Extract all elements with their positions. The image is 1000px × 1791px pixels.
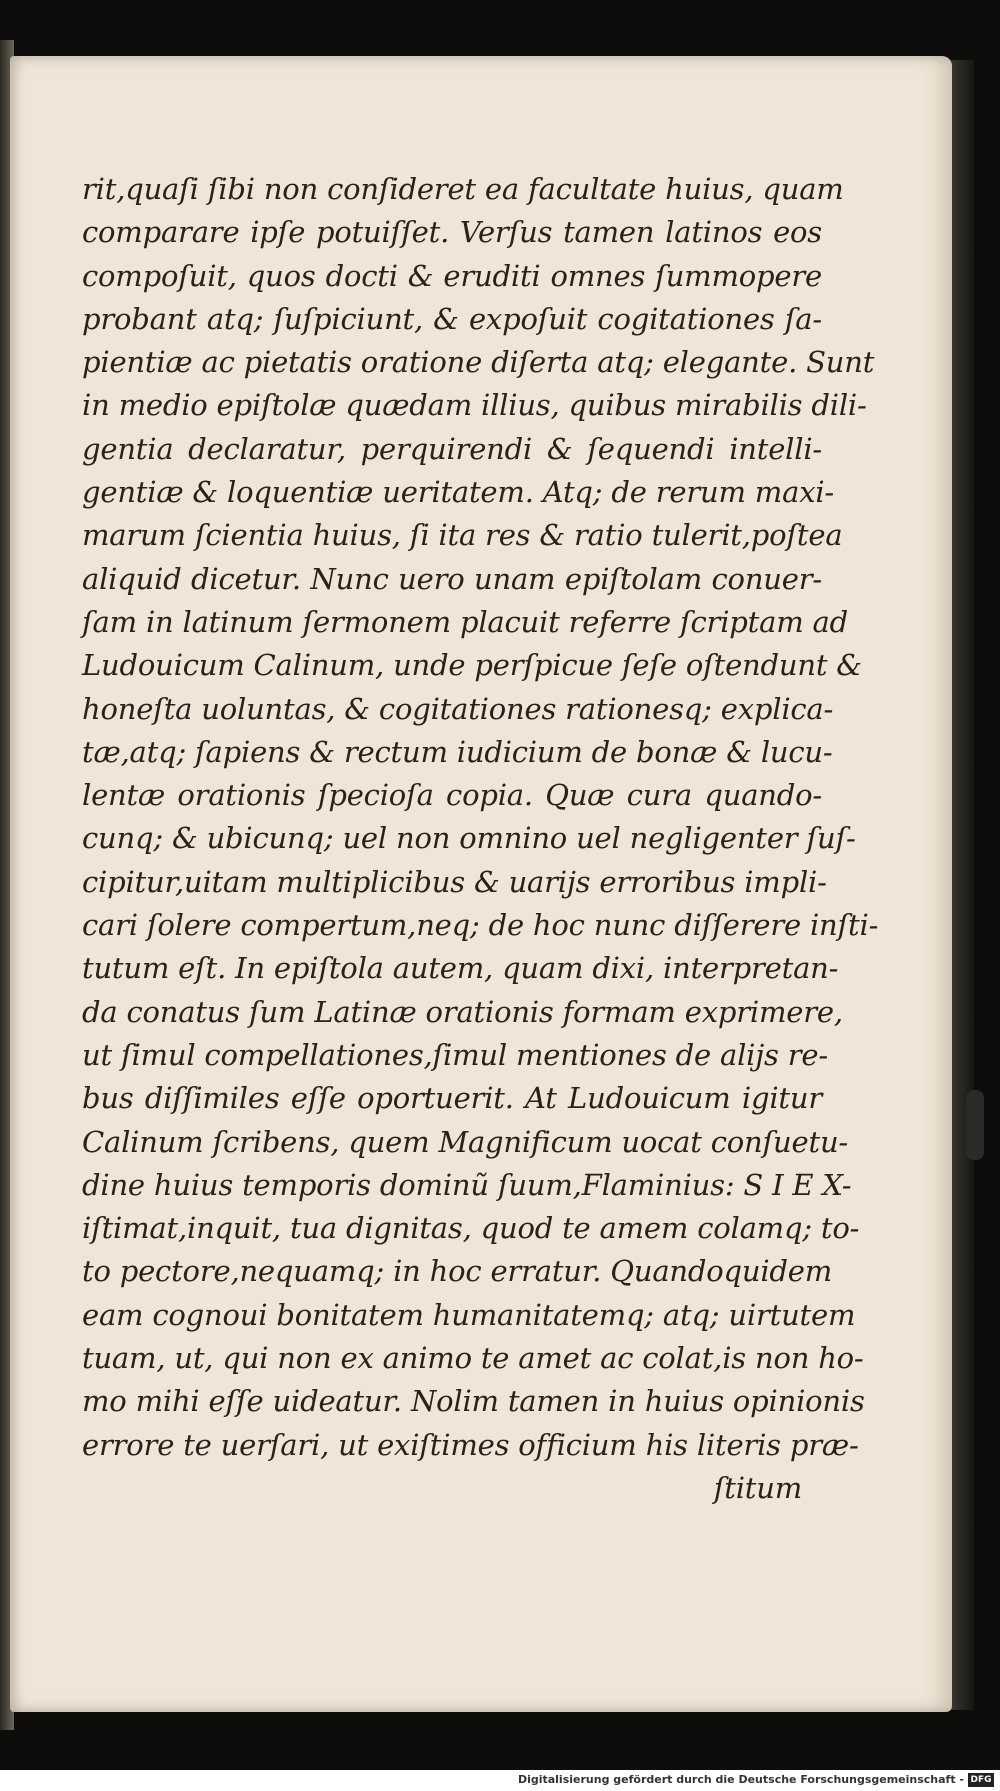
text-line: probant atq; ſuſpiciunt, & expoſuit cogitationes ſa- bbox=[82, 301, 822, 336]
text-line: lentæ orationis ſpecioſa copia. Quæ cura quando- bbox=[82, 778, 822, 813]
page-text bbox=[82, 168, 879, 1510]
text-line: tuam, ut, qui non ex animo te amet ac colat,is non ho- bbox=[82, 1341, 864, 1376]
text-line: Calinum ſcribens, quem Magnificum uocat conſuetu- bbox=[82, 1124, 849, 1159]
page-clip bbox=[966, 1090, 984, 1160]
catchword: ſtitum bbox=[713, 1470, 802, 1505]
text-line: marum ſcientia huius, ſi ita res & ratio tulerit,poſtea bbox=[82, 518, 843, 553]
text-line: aliquid dicetur. Nunc uero unam epiſtolam conuer- bbox=[82, 561, 822, 596]
book-right-edge bbox=[950, 60, 974, 1710]
text-line: honeſta uoluntas, & cogitationes rationesq; explica- bbox=[82, 691, 834, 726]
text-line: ſam in latinum ſermonem placuit referre ſcriptam ad bbox=[82, 604, 848, 639]
text-line: tutum eſt. In epiſtola autem, quam dixi, interpretan- bbox=[82, 951, 839, 986]
text-line: dine huius temporis dominũ ſuum,Flaminius: S I E X- bbox=[82, 1167, 852, 1202]
text-line: compoſuit, quos docti & eruditi omnes ſummopere bbox=[82, 258, 822, 293]
text-line: gentia declaratur, perquirendi & ſequendi intelli- bbox=[82, 431, 822, 466]
text-line: cipitur,uitam multiplicibus & uarijs erroribus impli- bbox=[82, 864, 827, 899]
text-line: errore te uerſari, ut exiſtimes officium his literis præ- bbox=[82, 1427, 859, 1462]
dfg-logo-icon: DFG bbox=[968, 1773, 994, 1787]
text-line: in medio epiſtolæ quædam illius, quibus mirabilis dili- bbox=[82, 388, 867, 423]
text-line: pientiæ ac pietatis oratione diſerta atq; elegante. Sunt bbox=[82, 345, 875, 380]
text-line: cari ſolere compertum,neq; de hoc nunc diſſerere inſti- bbox=[82, 908, 879, 943]
text-line: comparare ipſe potuiſſet. Verſus tamen latinos eos bbox=[82, 215, 822, 250]
text-line: rit,quaſi ſibi non conſideret ea facultate huius, quam bbox=[82, 172, 844, 206]
text-line: mo mihi eſſe uideatur. Nolim tamen in huius opinionis bbox=[82, 1384, 865, 1419]
text-line: Ludouicum Calinum, unde perſpicue ſeſe oſtendunt & bbox=[82, 648, 862, 683]
text-line: ut ſimul compellationes,ſimul mentiones de alijs re- bbox=[82, 1037, 828, 1072]
text-line: cunq; & ubicunq; uel non omnino uel negligenter ſuſ- bbox=[82, 821, 856, 856]
digitization-footer bbox=[0, 1770, 1000, 1791]
text-line: bus diſſimiles eſſe oportuerit. At Ludouicum igitur bbox=[82, 1081, 822, 1116]
footer-credit: Digitalisierung gefördert durch die Deutsche Forschungsgemeinschaft - bbox=[517, 1773, 964, 1786]
text-line: gentiæ & loquentiæ ueritatem. Atq; de rerum maxi- bbox=[82, 475, 835, 510]
text-line: da conatus ſum Latinæ orationis formam exprimere, bbox=[82, 994, 843, 1029]
text-line: tæ,atq; ſapiens & rectum iudicium de bonæ & lucu- bbox=[82, 734, 833, 769]
text-line: iſtimat,inquit, tua dignitas, quod te amem colamq; to- bbox=[82, 1211, 860, 1246]
text-line: to pectore,nequamq; in hoc erratur. Quandoquidem bbox=[82, 1254, 833, 1289]
text-line: eam cognoui bonitatem humanitatemq; atq; uirtutem bbox=[82, 1297, 856, 1332]
